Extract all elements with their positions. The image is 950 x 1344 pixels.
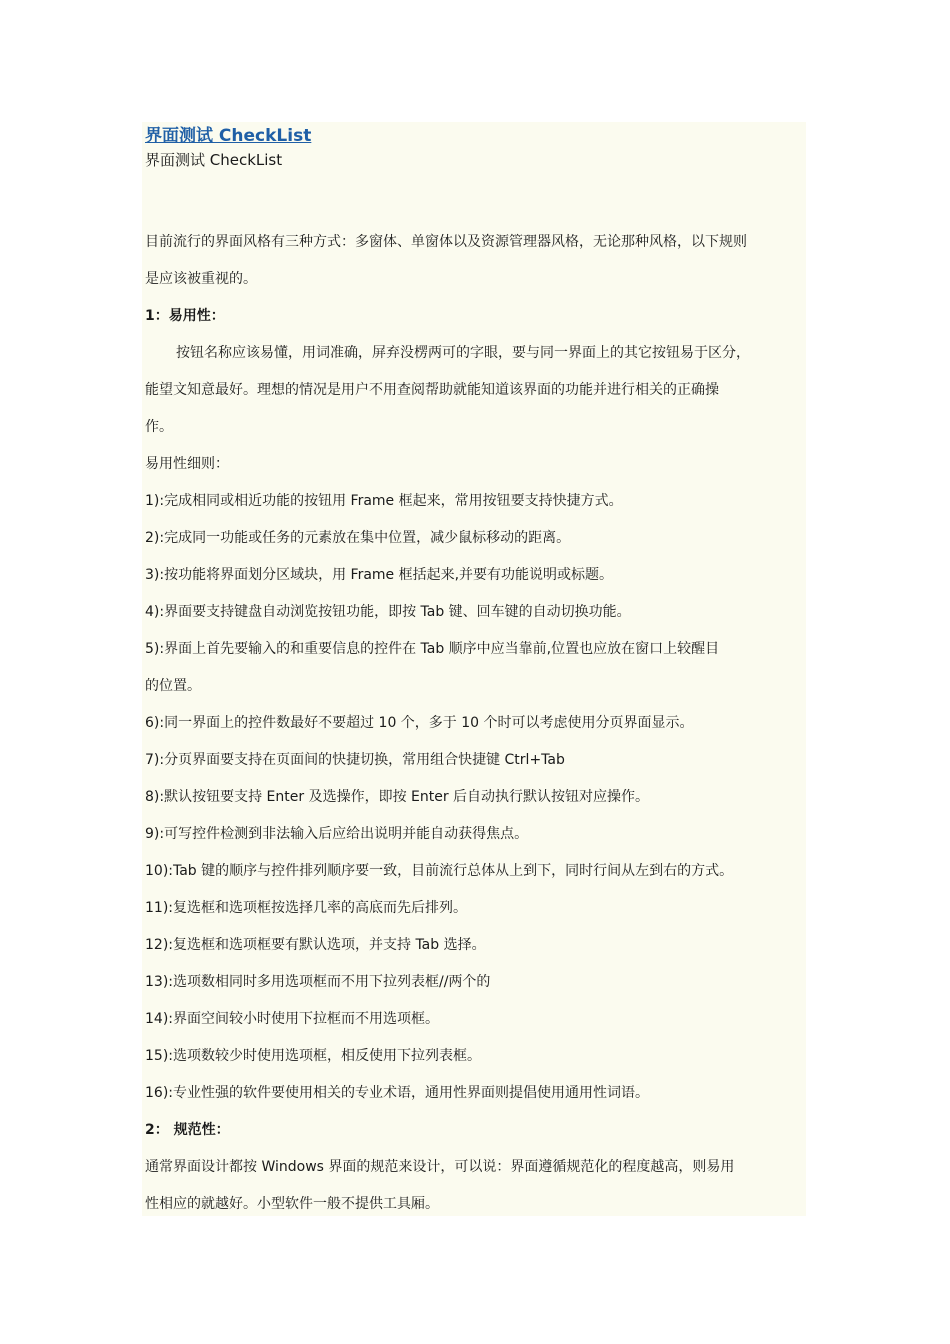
- rule-item: 9):可写控件检测到非法输入后应给出说明并能自动获得焦点。: [145, 826, 529, 842]
- rule-item: 2):完成同一功能或任务的元素放在集中位置，减少鼠标移动的距离。: [145, 530, 571, 546]
- rule-item: 12):复选框和选项框要有默认选项，并支持 Tab 选择。: [145, 937, 486, 953]
- rule-item: 3):按功能将界面划分区域块，用 Frame 框括起来,并要有功能说明或标题。: [145, 567, 614, 583]
- rule-item: 的位置。: [145, 678, 201, 694]
- spacer: [145, 172, 809, 224]
- intro-line-1: 目前流行的界面风格有三种方式：多窗体、单窗体以及资源管理器风格，无论那种风格，以下规则: [145, 234, 747, 250]
- section-1-body-line-2: 能望文知意最好。理想的情况是用户不用查阅帮助就能知道该界面的功能并进行相关的正确操: [145, 382, 719, 398]
- rule-item: 13):选项数相同时多用选项框而不用下拉列表框//两个的: [145, 974, 491, 990]
- document-body: [145, 124, 809, 1223]
- rule-item: 16):专业性强的软件要使用相关的专业术语，通用性界面则提倡使用通用性词语。: [145, 1085, 649, 1101]
- rule-item: 5):界面上首先要输入的和重要信息的控件在 Tab 顺序中应当靠前,位置也应放在窗口上较醒目: [145, 641, 720, 657]
- rule-item: 8):默认按钮要支持 Enter 及选操作，即按 Enter 后自动执行默认按钮对应操作。: [145, 789, 650, 805]
- title-link[interactable]: 界面测试 CheckList: [145, 126, 312, 146]
- rule-item: 7):分页界面要支持在页面间的快捷切换，常用组合快捷键 Ctrl+Tab: [145, 752, 565, 768]
- rule-item: 10):Tab 键的顺序与控件排列顺序要一致，目前流行总体从上到下，同时行间从左到右的方式。: [145, 863, 734, 879]
- rule-item: 14):界面空间较小时使用下拉框而不用选项框。: [145, 1011, 439, 1027]
- section-1-body-line-3: 作。: [145, 419, 173, 435]
- intro-line-2: 是应该被重视的。: [145, 271, 257, 287]
- rule-item: 11):复选框和选项框按选择几率的高底而先后排列。: [145, 900, 467, 916]
- section-2-heading: 2： 规范性：: [145, 1122, 230, 1138]
- rule-item: 1):完成相同或相近功能的按钮用 Frame 框起来，常用按钮要支持快捷方式。: [145, 493, 623, 509]
- section-2-body-line-1: 通常界面设计都按 Windows 界面的规范来设计，可以说：界面遵循规范化的程度越高，则易用: [145, 1159, 735, 1175]
- rule-item: 6):同一界面上的控件数最好不要超过 10 个，多于 10 个时可以考虑使用分页界面显示。: [145, 715, 694, 731]
- section-1-heading: 1：易用性：: [145, 308, 225, 324]
- page-subtitle: 界面测试 CheckList: [145, 151, 283, 169]
- section-2-body-line-2: 性相应的就越好。小型软件一般不提供工具厢。: [145, 1196, 439, 1212]
- section-1-body-line-1: 按钮名称应该易懂，用词准确，屏弃没楞两可的字眼，要与同一界面上的其它按钮易于区分，: [176, 345, 750, 361]
- rule-item: 15):选项数较少时使用选项框，相反使用下拉列表框。: [145, 1048, 481, 1064]
- rules-label: 易用性细则：: [145, 456, 229, 472]
- rule-item: 4):界面要支持键盘自动浏览按钮功能，即按 Tab 键、回车键的自动切换功能。: [145, 604, 631, 620]
